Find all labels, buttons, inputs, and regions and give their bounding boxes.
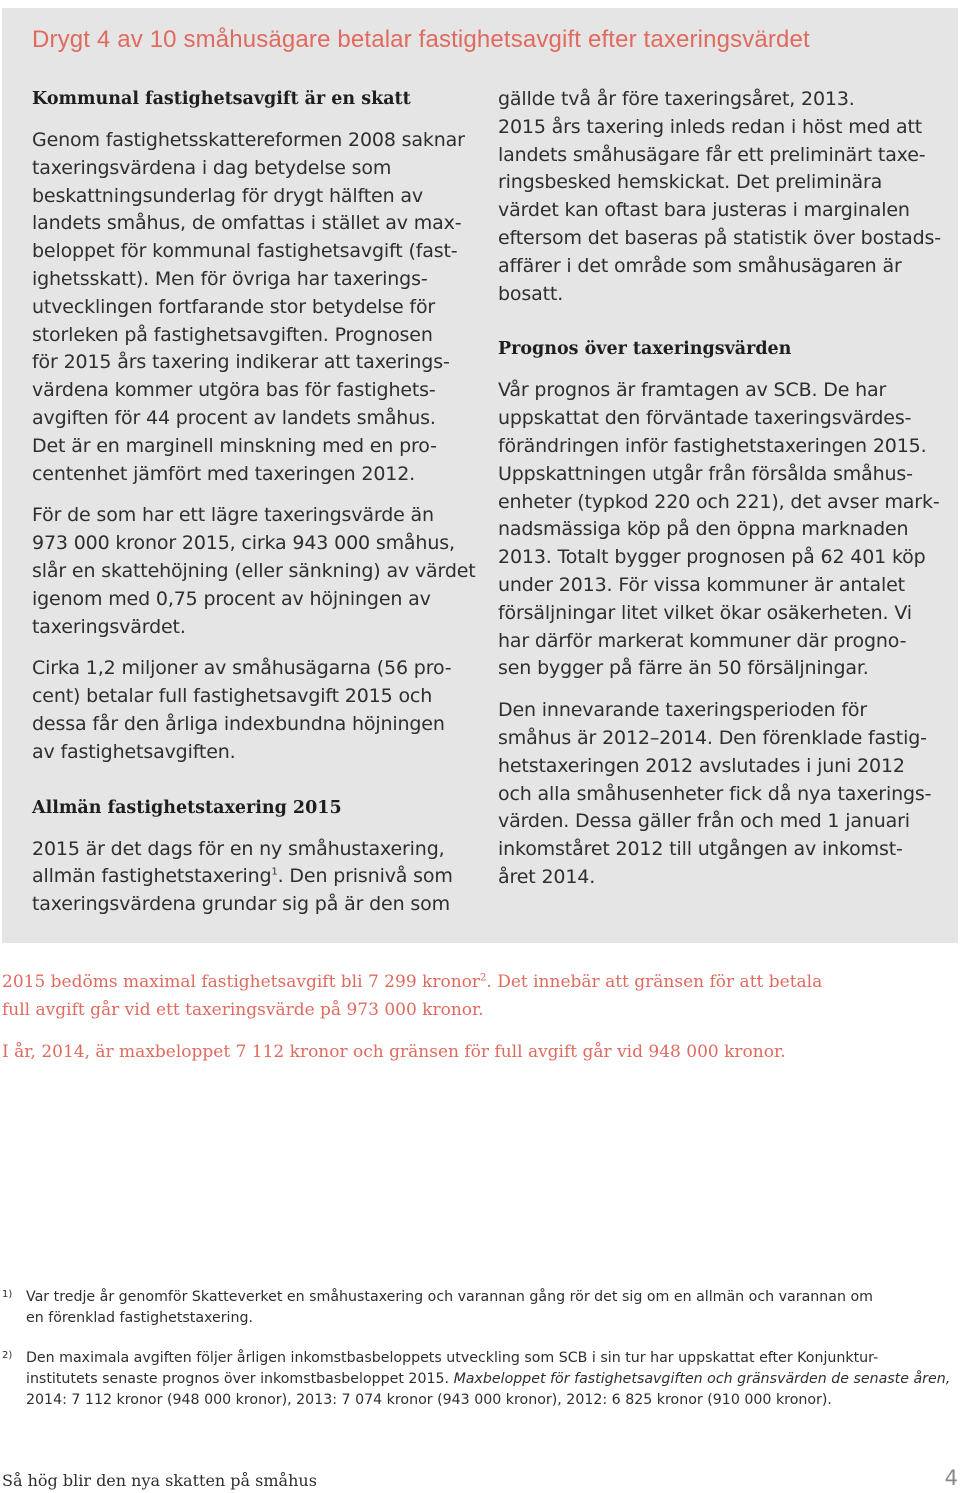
text-line: taxeringsvärdet. <box>32 615 186 638</box>
text-line: 2013. Totalt bygger prognosen på 62 401 köp <box>498 546 926 569</box>
text-line: värden. Dessa gäller från och med 1 januari <box>498 810 910 833</box>
right-paragraph-1 <box>498 86 941 308</box>
text-line: Cirka 1,2 miljoner av småhusägarna (56 pro- <box>32 657 452 680</box>
text-line: småhus är 2012–2014. Den förenklade fastig- <box>498 726 927 749</box>
text-line: cent) betalar full fastighetsavgift 2015 och <box>32 685 433 708</box>
text-line: enheter (typkod 220 och 221), det avser mark- <box>498 490 940 513</box>
callout-line <box>2 968 952 996</box>
text-line: uppskattat den förväntade taxeringsvärdes- <box>498 407 912 430</box>
text-line: Den innevarande taxeringsperioden för <box>498 699 868 722</box>
text-line: Genom fastighetsskattereformen 2008 saknar <box>32 129 465 151</box>
left-paragraph-4 <box>32 836 472 919</box>
callout-line: full avgift går vid ett taxeringsvärde på 973 000 kronor. <box>2 1000 484 1020</box>
text-line: bosatt. <box>498 282 564 305</box>
heading-allman-fastighetstaxering: Allmän fastighetstaxering 2015 <box>32 797 342 818</box>
text-line: taxeringsvärdena grundar sig på är den som <box>32 893 450 916</box>
text-line: förändringen inför fastighetstaxeringen 2015. <box>498 434 927 457</box>
text-line: ringsbesked hemskickat. Det preliminära <box>498 171 883 194</box>
text-line: en förenklad fastighetstaxering. <box>26 1310 254 1326</box>
text-fragment: institutets senaste prognos över inkomstbasbeloppet 2015. <box>26 1371 454 1387</box>
page-title: Drygt 4 av 10 småhusägare betalar fastighetsavgift efter taxeringsvärdet <box>32 26 810 53</box>
footnote-ref-1: 1 <box>271 867 278 878</box>
text-line: sen bygger på färre än 50 försäljningar. <box>498 657 869 680</box>
text-line: Den maximala avgiften följer årligen inkomstbasbeloppets utveckling som SCB i sin tur har uppskattat efter Konjunktur- <box>26 1350 879 1366</box>
text-line: Det är en marginell minskning med en pro- <box>32 434 437 457</box>
text-line <box>32 863 472 891</box>
left-paragraph-1 <box>32 127 472 488</box>
text-line: värdet kan oftast bara justeras i marginalen <box>498 199 910 222</box>
footnote-2 <box>2 1348 957 1411</box>
text-line: försäljningar litet vilket ökar osäkerheten. Vi <box>498 601 912 624</box>
heading-kommunal: Kommunal fastighetsavgift är en skatt <box>32 89 411 109</box>
callout-line: I år, 2014, är maxbeloppet 7 112 kronor och gränsen för full avgift går vid 948 000 kronor. <box>2 1042 786 1062</box>
callout-current-year <box>2 1038 952 1066</box>
right-paragraph-2 <box>498 377 938 683</box>
footer-title: Så hög blir den nya skatten på småhus <box>2 1471 317 1490</box>
text-line: och alla småhusenheter fick då nya taxerings- <box>498 782 932 805</box>
footnote-marker: 1) <box>2 1289 13 1300</box>
text-line: Uppskattningen utgår från försålda småhus- <box>498 462 913 485</box>
text-fragment: . Det innebär att gränsen för att betala <box>486 972 823 992</box>
text-line: Var tredje år genomför Skatteverket en småhustaxering och varannan gång rör det sig om en allmän och varannan om <box>26 1289 873 1305</box>
text-line: igenom med 0,75 procent av höjningen av <box>32 587 431 610</box>
text-line: inkomståret 2012 till utgången av inkomst- <box>498 838 903 861</box>
text-line: av fastighetsavgiften. <box>32 740 236 763</box>
left-column <box>32 86 476 919</box>
text-line: taxeringsvärdena i dag betydelse som <box>32 156 392 179</box>
text-fragment: . Den prisnivå som <box>277 865 453 888</box>
text-line: avgiften för 44 procent av landets småhus. <box>32 406 436 429</box>
right-paragraph-3 <box>498 697 938 892</box>
text-line: ighetsskatt). Men för övriga har taxerings- <box>32 267 428 290</box>
right-column <box>498 86 941 892</box>
text-line: beskattningsunderlag för drygt hälften av <box>32 184 423 207</box>
text-line: landets småhusägare får ett preliminärt taxe- <box>498 143 926 166</box>
callout-max-fee <box>2 968 952 1024</box>
text-line: dessa får den årliga indexbundna höjningen <box>32 712 445 735</box>
heading-prognos: Prognos över taxeringsvärden <box>498 339 792 360</box>
text-line: för 2015 års taxering indikerar att taxerings- <box>32 351 450 374</box>
page-number: 4 <box>944 1466 958 1490</box>
text-line: har därför markerat kommuner där progno- <box>498 629 907 652</box>
text-fragment: allmän fastighetstaxering <box>32 865 272 888</box>
text-line: 2015 års taxering inleds redan i höst med att <box>498 115 923 138</box>
footnote-ref-2: 2 <box>480 972 487 984</box>
footnote-marker: 2) <box>2 1350 13 1361</box>
text-line: 973 000 kronor 2015, cirka 943 000 småhus, <box>32 532 455 555</box>
text-line: slår en skattehöjning (eller sänkning) av värdet <box>32 559 476 582</box>
text-line: landets småhus, de omfattas i stället av max- <box>32 212 462 235</box>
text-line: hetstaxeringen 2012 avslutades i juni 2012 <box>498 754 905 777</box>
text-fragment: 2015 bedöms maximal fastighetsavgift bli 7 299 kronor <box>2 972 481 992</box>
left-paragraph-2 <box>32 502 476 641</box>
text-line: Vår prognos är framtagen av SCB. De har <box>498 379 887 402</box>
text-line: året 2014. <box>498 865 596 888</box>
text-fragment-italic: Maxbeloppet för fastighetsavgiften och gränsvärden de senaste åren, <box>453 1371 951 1387</box>
text-line: affärer i det område som småhusägaren är <box>498 254 902 277</box>
text-line: gällde två år före taxeringsåret, 2013. <box>498 88 855 110</box>
text-line: 2014: 7 112 kronor (948 000 kronor), 2013: 7 074 kronor (943 000 kronor), 2012: 6 825 kronor (910 000 kronor). <box>26 1392 832 1408</box>
text-line: under 2013. För vissa kommuner är antalet <box>498 573 905 596</box>
text-line: värdena kommer utgöra bas för fastighets- <box>32 379 436 402</box>
text-line: centenhet jämfört med taxeringen 2012. <box>32 462 416 485</box>
text-line: För de som har ett lägre taxeringsvärde än <box>32 504 434 527</box>
text-line: storleken på fastighetsavgiften. Prognosen <box>32 323 433 346</box>
text-line: beloppet för kommunal fastighetsavgift (fast- <box>32 240 458 263</box>
text-line: utvecklingen fortfarande stor betydelse för <box>32 295 436 318</box>
footnote-text <box>26 1287 957 1329</box>
text-line <box>26 1369 957 1390</box>
left-paragraph-3 <box>32 655 472 766</box>
footnote-1 <box>2 1287 957 1329</box>
text-line: eftersom det baseras på statistik över bostads- <box>498 226 941 249</box>
footnote-text <box>26 1348 957 1411</box>
text-line: 2015 är det dags för en ny småhustaxering, <box>32 837 445 860</box>
text-line: nadsmässiga köp på den öppna marknaden <box>498 518 909 541</box>
